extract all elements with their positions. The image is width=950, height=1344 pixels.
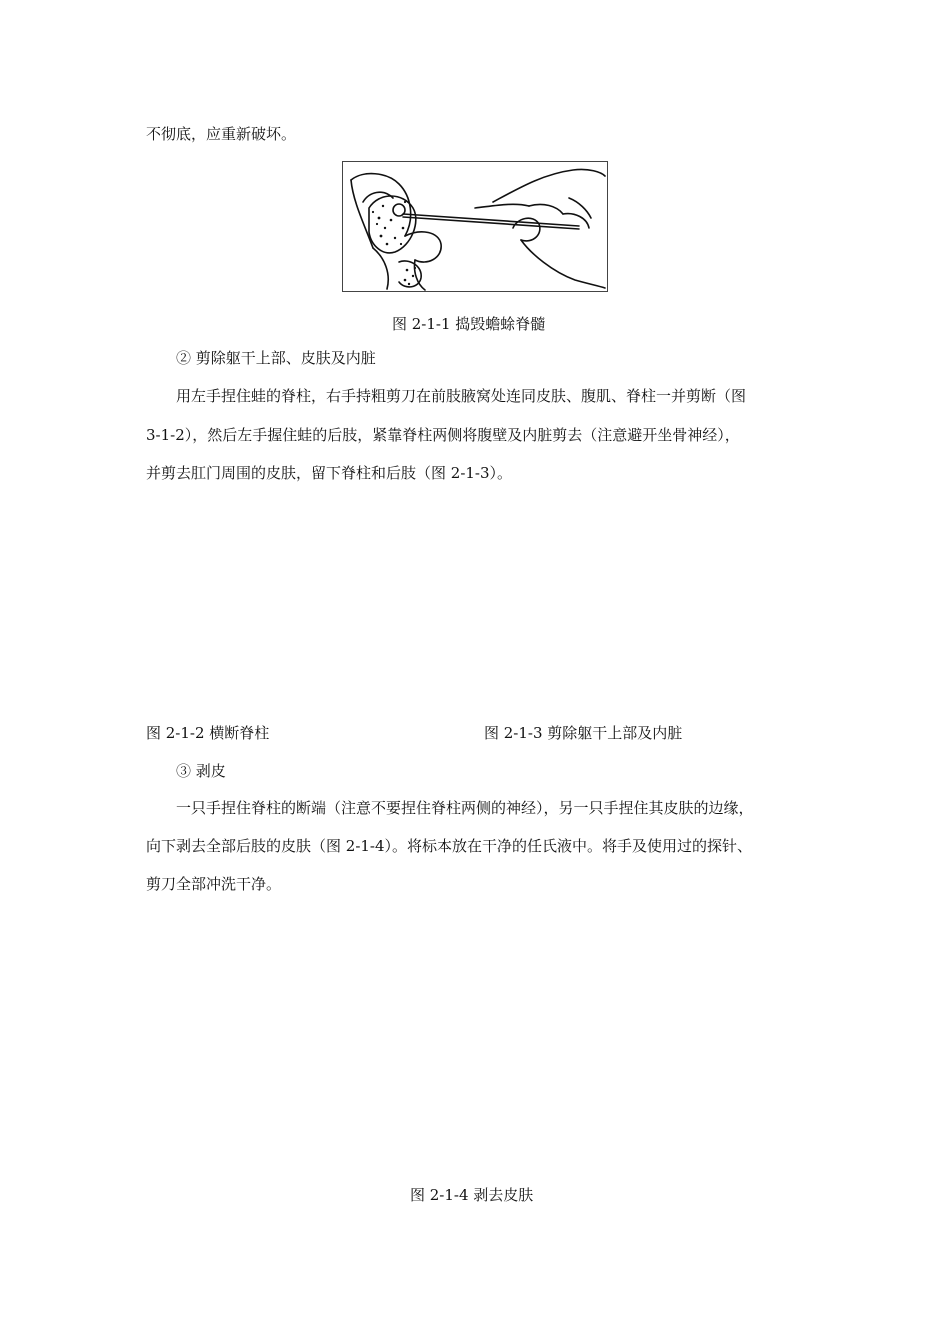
figure-caption: 图 2-1-4 剥去皮肤 bbox=[410, 1186, 534, 1204]
figure-caption: 图 2-1-2 横断脊柱 bbox=[146, 724, 270, 742]
paragraph-intro-tail: 不彻底，应重新破坏。 bbox=[146, 125, 297, 143]
figure-caption: 图 2-1-3 剪除躯干上部及内脏 bbox=[484, 724, 683, 742]
section-heading: ③ 剥皮 bbox=[176, 762, 226, 780]
paragraph-line: 剪刀全部冲洗干净。 bbox=[146, 875, 282, 893]
paragraph-line: 并剪去肛门周围的皮肤，留下脊柱和后肢（图 2-1-3）。 bbox=[146, 464, 513, 482]
paragraph-line: 用左手捏住蛙的脊柱，右手持粗剪刀在前肢腋窝处连同皮肤、腹肌、脊柱一并剪断（图 bbox=[176, 387, 747, 405]
section-heading: ② 剪除躯干上部、皮肤及内脏 bbox=[176, 349, 376, 367]
figure-caption: 图 2-1-1 捣毁蟾蜍脊髓 bbox=[392, 315, 546, 333]
paragraph-line: 3-1-2），然后左手握住蛙的后肢，紧靠脊柱两侧将腹壁及内脏剪去（注意避开坐骨神经）， bbox=[146, 426, 740, 444]
paragraph-line: 向下剥去全部后肢的皮肤（图 2-1-4）。将标本放在干净的任氏液中。将手及使用过的探针、 bbox=[146, 837, 753, 855]
paragraph-line: 一只手捏住脊柱的断端（注意不要捏住脊柱两侧的神经），另一只手捏住其皮肤的边缘， bbox=[176, 799, 754, 817]
figure-pithing-illustration bbox=[342, 161, 608, 292]
